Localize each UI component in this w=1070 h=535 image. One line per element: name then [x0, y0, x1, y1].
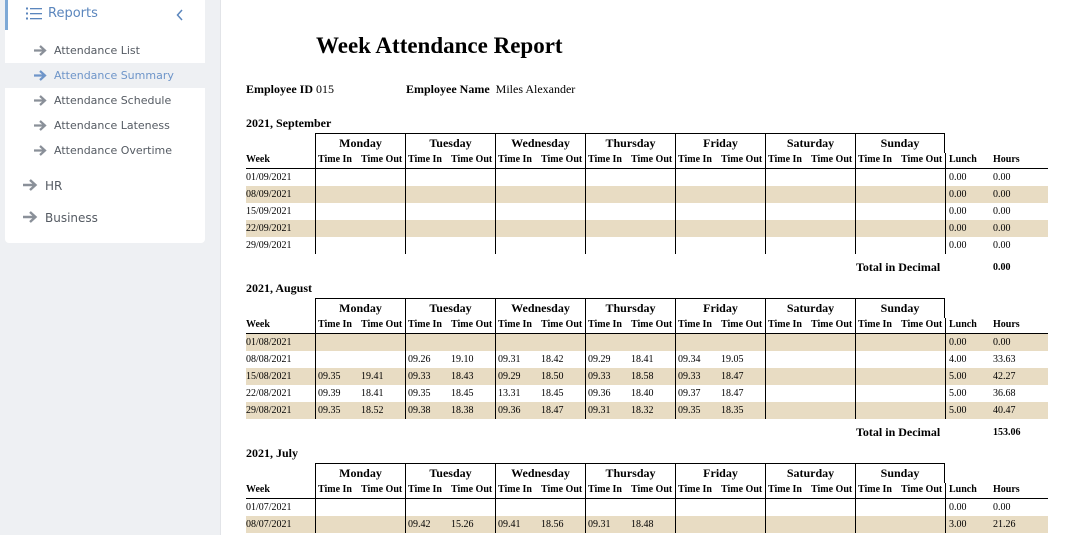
- time-out-cell: 19.05: [721, 354, 744, 365]
- time-in-header: Time In: [768, 154, 802, 165]
- time-in-header: Time In: [588, 484, 622, 495]
- time-in-header: Time In: [498, 484, 532, 495]
- day-header: Friday: [675, 298, 765, 318]
- table-row: [246, 351, 1048, 368]
- time-out-header: Time Out: [541, 484, 583, 495]
- time-in-header: Time In: [498, 319, 532, 330]
- grid-line: [405, 318, 406, 419]
- grid-line: [495, 483, 496, 533]
- time-out-header: Time Out: [631, 154, 673, 165]
- lunch-cell: 3.00: [949, 519, 967, 530]
- time-out-header: Time Out: [361, 319, 403, 330]
- grid-line: [585, 318, 586, 419]
- grid-line: [675, 318, 676, 419]
- arrow-right-icon: [33, 144, 47, 157]
- day-header: Sunday: [855, 133, 945, 153]
- lunch-header: Lunch: [949, 154, 977, 165]
- grid-line: [405, 153, 406, 254]
- arrow-right-icon: [33, 94, 47, 107]
- sidebar-item-label: Business: [45, 211, 98, 225]
- grid-line: [675, 483, 676, 533]
- total-value: 0.00: [993, 262, 1011, 273]
- week-cell: 29/09/2021: [246, 240, 292, 251]
- day-header: Sunday: [855, 298, 945, 318]
- time-in-header: Time In: [588, 154, 622, 165]
- time-in-header: Time In: [408, 154, 442, 165]
- time-out-cell: 15.26: [451, 519, 474, 530]
- time-out-header: Time Out: [811, 154, 853, 165]
- time-in-header: Time In: [408, 484, 442, 495]
- hours-cell: 0.00: [993, 502, 1011, 513]
- sidebar-subitem[interactable]: [5, 138, 205, 163]
- lunch-cell: 0.00: [949, 206, 967, 217]
- time-in-cell: 09.33: [678, 371, 701, 382]
- page-title: Week Attendance Report: [316, 33, 563, 58]
- lunch-cell: 0.00: [949, 172, 967, 183]
- time-out-cell: 18.45: [541, 388, 564, 399]
- grid-line: [945, 483, 946, 533]
- attendance-table: [246, 133, 1048, 273]
- hours-cell: 33.63: [993, 354, 1016, 365]
- time-out-header: Time Out: [541, 319, 583, 330]
- chevron-left-icon[interactable]: [176, 9, 184, 21]
- time-in-cell: 09.42: [408, 519, 431, 530]
- time-in-cell: 09.35: [318, 371, 341, 382]
- total-label: Total in Decimal: [856, 425, 941, 439]
- arrow-right-icon: [22, 210, 38, 224]
- grid-line: [855, 153, 856, 254]
- time-out-header: Time Out: [811, 484, 853, 495]
- hours-header: Hours: [993, 484, 1020, 495]
- lunch-cell: 5.00: [949, 371, 967, 382]
- day-header: Sunday: [855, 463, 945, 483]
- table-row: [246, 220, 1048, 237]
- time-in-header: Time In: [588, 319, 622, 330]
- sidebar-subitem-label: Attendance Lateness: [54, 119, 170, 132]
- sidebar-subitem-label: Attendance Schedule: [54, 94, 172, 107]
- sidebar-item-reports[interactable]: [5, 0, 205, 30]
- lunch-header: Lunch: [949, 484, 977, 495]
- time-in-cell: 09.31: [588, 519, 611, 530]
- time-out-cell: 18.52: [361, 405, 384, 416]
- grid-line: [765, 318, 766, 419]
- day-header: Thursday: [585, 133, 675, 153]
- time-out-header: Time Out: [811, 319, 853, 330]
- week-cell: 22/09/2021: [246, 223, 292, 234]
- time-out-cell: 18.41: [361, 388, 384, 399]
- week-cell: 08/08/2021: [246, 354, 292, 365]
- lunch-cell: 0.00: [949, 337, 967, 348]
- grid-line: [765, 153, 766, 254]
- time-in-header: Time In: [768, 484, 802, 495]
- hours-header: Hours: [993, 319, 1020, 330]
- time-in-header: Time In: [858, 484, 892, 495]
- day-header: Saturday: [765, 133, 855, 153]
- time-in-cell: 09.34: [678, 354, 701, 365]
- table-row: [246, 516, 1048, 533]
- arrow-right-icon: [33, 119, 47, 132]
- time-out-header: Time Out: [721, 484, 763, 495]
- time-out-header: Time Out: [901, 154, 943, 165]
- sidebar-subitem[interactable]: [5, 88, 205, 113]
- day-header: Tuesday: [405, 463, 495, 483]
- week-header: Week: [246, 319, 270, 330]
- time-out-header: Time Out: [361, 154, 403, 165]
- time-in-header: Time In: [318, 484, 352, 495]
- sidebar-item-label: HR: [45, 179, 63, 193]
- time-out-cell: 18.47: [721, 388, 744, 399]
- time-in-header: Time In: [858, 154, 892, 165]
- grid-line: [855, 318, 856, 419]
- time-out-cell: 18.50: [541, 371, 564, 382]
- sidebar-subitem[interactable]: [5, 38, 205, 63]
- sidebar-menu: [5, 0, 205, 243]
- hours-cell: 42.27: [993, 371, 1016, 382]
- day-header: Thursday: [585, 463, 675, 483]
- time-in-header: Time In: [498, 154, 532, 165]
- time-out-header: Time Out: [541, 154, 583, 165]
- hours-cell: 40.47: [993, 405, 1016, 416]
- arrow-right-icon: [33, 44, 47, 57]
- hours-cell: 0.00: [993, 240, 1011, 251]
- time-out-cell: 18.32: [631, 405, 654, 416]
- time-in-cell: 09.36: [588, 388, 611, 399]
- day-header: Friday: [675, 463, 765, 483]
- arrow-right-icon: [22, 178, 38, 192]
- employee-name: [406, 82, 575, 97]
- month-label: 2021, September: [246, 116, 332, 130]
- time-in-header: Time In: [768, 319, 802, 330]
- grid-line: [315, 153, 316, 254]
- arrow-right-icon: [33, 69, 47, 82]
- time-out-header: Time Out: [901, 484, 943, 495]
- employee-id-label: Employee ID: [246, 82, 313, 96]
- time-out-cell: 18.35: [721, 405, 744, 416]
- lunch-cell: 0.00: [949, 223, 967, 234]
- attendance-table: [246, 463, 1048, 535]
- table-row: [246, 334, 1048, 351]
- time-out-cell: 18.45: [451, 388, 474, 399]
- table-row: [246, 368, 1048, 385]
- week-header: Week: [246, 154, 270, 165]
- day-header: Thursday: [585, 298, 675, 318]
- hours-cell: 0.00: [993, 172, 1011, 183]
- time-in-cell: 09.37: [678, 388, 701, 399]
- time-in-cell: 09.35: [678, 405, 701, 416]
- attendance-table: [246, 298, 1048, 438]
- grid-line: [675, 153, 676, 254]
- sidebar-subitem-label: Attendance Overtime: [54, 144, 173, 157]
- time-out-cell: 18.48: [631, 519, 654, 530]
- lunch-cell: 0.00: [949, 240, 967, 251]
- sidebar-subitem-label: Attendance Summary: [54, 69, 174, 82]
- lunch-cell: 5.00: [949, 388, 967, 399]
- week-cell: 22/08/2021: [246, 388, 292, 399]
- time-in-cell: 09.26: [408, 354, 431, 365]
- time-in-cell: 09.41: [498, 519, 521, 530]
- time-out-cell: 18.58: [631, 371, 654, 382]
- table-row: [246, 237, 1048, 254]
- time-out-header: Time Out: [451, 484, 493, 495]
- time-in-header: Time In: [858, 319, 892, 330]
- time-in-cell: 09.29: [498, 371, 521, 382]
- day-header: Wednesday: [495, 463, 585, 483]
- sidebar-item-business[interactable]: [5, 204, 205, 232]
- month-label: 2021, July: [246, 446, 299, 460]
- time-in-cell: 09.35: [408, 388, 431, 399]
- time-out-cell: 18.43: [451, 371, 474, 382]
- week-header: Week: [246, 484, 270, 495]
- list-icon: [26, 7, 42, 20]
- week-cell: 08/09/2021: [246, 189, 292, 200]
- day-header: Wednesday: [495, 133, 585, 153]
- employee-id-value: 015: [316, 82, 334, 96]
- lunch-cell: 4.00: [949, 354, 967, 365]
- time-in-cell: 09.35: [318, 405, 341, 416]
- table-row: [246, 169, 1048, 186]
- time-in-cell: 09.39: [318, 388, 341, 399]
- time-out-header: Time Out: [451, 319, 493, 330]
- grid-line: [855, 483, 856, 533]
- table-row: [246, 186, 1048, 203]
- hours-cell: 0.00: [993, 189, 1011, 200]
- time-out-cell: 18.42: [541, 354, 564, 365]
- sidebar: [0, 0, 220, 535]
- week-cell: 29/08/2021: [246, 405, 292, 416]
- time-in-cell: 09.38: [408, 405, 431, 416]
- day-header: Wednesday: [495, 298, 585, 318]
- hours-cell: 0.00: [993, 206, 1011, 217]
- time-out-cell: 19.41: [361, 371, 384, 382]
- time-out-header: Time Out: [631, 484, 673, 495]
- grid-line: [315, 483, 316, 533]
- time-in-cell: 13.31: [498, 388, 521, 399]
- week-cell: 01/08/2021: [246, 337, 292, 348]
- time-in-header: Time In: [318, 154, 352, 165]
- grid-line: [765, 483, 766, 533]
- hours-cell: 21.26: [993, 519, 1016, 530]
- day-header: Tuesday: [405, 133, 495, 153]
- grid-line: [585, 153, 586, 254]
- week-cell: 15/09/2021: [246, 206, 292, 217]
- week-cell: 15/08/2021: [246, 371, 292, 382]
- day-header: Friday: [675, 133, 765, 153]
- total-value: 153.06: [993, 427, 1021, 438]
- time-out-cell: 19.10: [451, 354, 474, 365]
- time-out-header: Time Out: [631, 319, 673, 330]
- total-label: Total in Decimal: [856, 260, 941, 274]
- time-out-cell: 18.40: [631, 388, 654, 399]
- table-row: [246, 499, 1048, 516]
- time-in-header: Time In: [408, 319, 442, 330]
- time-in-header: Time In: [678, 319, 712, 330]
- time-in-cell: 09.36: [498, 405, 521, 416]
- lunch-cell: 0.00: [949, 502, 967, 513]
- week-cell: 08/07/2021: [246, 519, 292, 530]
- time-in-cell: 09.31: [588, 405, 611, 416]
- hours-cell: 36.68: [993, 388, 1016, 399]
- sidebar-item-label: Reports: [48, 6, 98, 21]
- lunch-header: Lunch: [949, 319, 977, 330]
- grid-line: [945, 153, 946, 254]
- time-out-cell: 18.47: [541, 405, 564, 416]
- day-header: Saturday: [765, 298, 855, 318]
- lunch-cell: 0.00: [949, 189, 967, 200]
- time-out-header: Time Out: [721, 319, 763, 330]
- grid-line: [405, 483, 406, 533]
- table-row: [246, 203, 1048, 220]
- sidebar-subitem-label: Attendance List: [54, 44, 140, 57]
- hours-cell: 0.00: [993, 337, 1011, 348]
- time-out-header: Time Out: [721, 154, 763, 165]
- time-in-cell: 09.33: [408, 371, 431, 382]
- grid-line: [495, 153, 496, 254]
- day-header: Monday: [315, 298, 405, 318]
- table-row: [246, 385, 1048, 402]
- time-in-cell: 09.31: [498, 354, 521, 365]
- hours-header: Hours: [993, 154, 1020, 165]
- week-cell: 01/07/2021: [246, 502, 292, 513]
- time-out-cell: 18.38: [451, 405, 474, 416]
- grid-line: [315, 318, 316, 419]
- time-in-cell: 09.29: [588, 354, 611, 365]
- time-in-cell: 09.33: [588, 371, 611, 382]
- time-out-cell: 18.41: [631, 354, 654, 365]
- hours-cell: 0.00: [993, 223, 1011, 234]
- day-header: Monday: [315, 463, 405, 483]
- lunch-cell: 5.00: [949, 405, 967, 416]
- time-in-header: Time In: [678, 484, 712, 495]
- month-label: 2021, August: [246, 281, 313, 295]
- time-in-header: Time In: [318, 319, 352, 330]
- time-out-header: Time Out: [361, 484, 403, 495]
- time-in-header: Time In: [678, 154, 712, 165]
- time-out-cell: 18.47: [721, 371, 744, 382]
- sidebar-item-hr[interactable]: [5, 172, 205, 200]
- time-out-cell: 18.56: [541, 519, 564, 530]
- day-header: Saturday: [765, 463, 855, 483]
- sidebar-subitem[interactable]: [5, 113, 205, 138]
- employee-name-value: Miles Alexander: [495, 82, 576, 96]
- report-panel: [220, 0, 1070, 535]
- table-row: [246, 402, 1048, 419]
- employee-name-label: Employee Name: [406, 82, 490, 96]
- day-header: Monday: [315, 133, 405, 153]
- time-out-header: Time Out: [451, 154, 493, 165]
- employee-id: [246, 82, 334, 97]
- grid-line: [585, 483, 586, 533]
- time-out-header: Time Out: [901, 319, 943, 330]
- day-header: Tuesday: [405, 298, 495, 318]
- grid-line: [945, 318, 946, 419]
- grid-line: [495, 318, 496, 419]
- week-cell: 01/09/2021: [246, 172, 292, 183]
- sidebar-subitem[interactable]: [5, 63, 205, 88]
